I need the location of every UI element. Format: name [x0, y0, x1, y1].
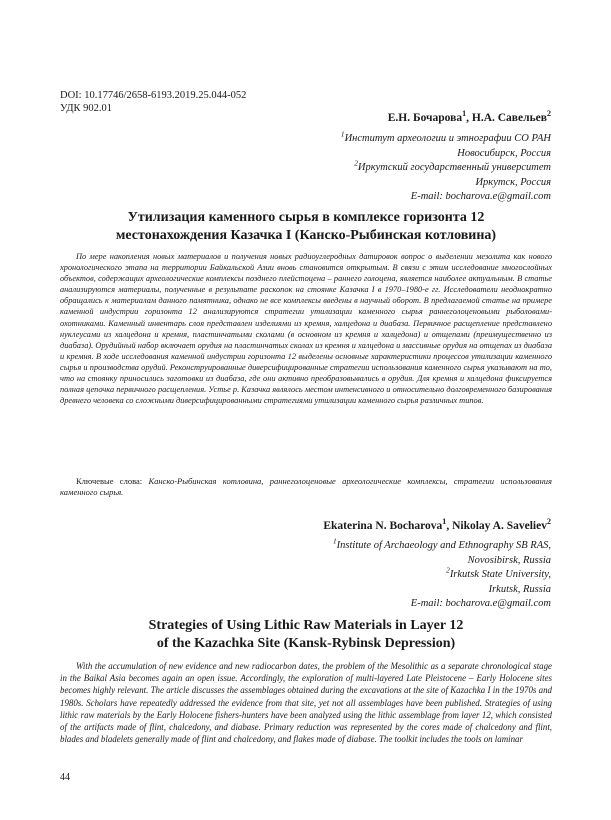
en-title	[60, 617, 552, 653]
ru-affiliations	[221, 129, 551, 205]
en-title-line-2: of the Kazachka Site (Kansk-Rybinsk Depression)	[156, 636, 456, 651]
ru-affiliation-line: $^1$Институт археологии и этнографии СО РАН	[340, 129, 551, 144]
page-number: 44	[60, 772, 70, 783]
keywords-text: Канско-Рыбинская котловина, раннеголоценовые археологические комплексы, стратегии использования каменного сырья.	[60, 476, 552, 498]
udk-line: УДК 902.01	[60, 103, 113, 114]
ru-title-line-2: местонахождения Казачка I (Канско-Рыбинская котловина)	[115, 228, 497, 243]
en-affiliation-line: Novosibirsk, Russia	[467, 554, 551, 566]
en-author-2: Nikolay A. Saveliev	[452, 520, 547, 532]
ru-title-line-1: Утилизация каменного сырья в комплексе горизонта 12	[127, 210, 485, 225]
en-abstract: With the accumulation of new evidence and new radiocarbon dates, the problem of the Mesolithic as a separate chronological stage in the Baikal Asia becomes again an open issue. Accordingly, the exploration of multi-layered Late Pleistocene – Early Holocene sites becomes highly relevant. The article discusses the assemblages obtained during the excavations at the site of Kazachka I in the 1970s and 1980s. Scholars have repeatedly addressed the evidence from that site, yet not all assemblages have been published. Strategies of using lithic raw materials by the Early Holocene fishers-hunters have been analyzed using the lithic assemblage from layer 12, which consisted of the artifacts made of flint, chalcedony, and diabase. Primary reduction was represented by the cores made of chalcedony and flint, blades and bladelets generally made of flint and chalcedony, and flakes made of diabase. The toolkit includes the tools on laminar	[60, 661, 552, 745]
ru-title	[60, 209, 552, 245]
ru-author-2-sup: 2	[546, 109, 551, 119]
en-author-1: Ekaterina N. Bocharova	[323, 520, 443, 532]
ru-email: E-mail: bocharova.e@gmail.com	[410, 191, 551, 202]
doi-line: DOI: 10.17746/2658-6193.2019.25.044-052	[60, 90, 247, 101]
ru-affiliation-line: Новосибирск, Россия	[457, 147, 551, 159]
en-email: E-mail: bocharova.e@gmail.com	[410, 598, 551, 609]
en-affiliation-line: $^1$Institute of Archaeology and Ethnography SB RAS,	[332, 536, 551, 551]
en-affiliations	[221, 536, 551, 612]
ru-abstract: По мере накопления новых материалов и получения новых радиоуглеродных датировок вопрос о выделении мезолита как нового хронологического этапа на территории Байкальской Азии вновь становится открытым. В связи с этим исследование многослойных объектов, содержащих археологические комплексы позднего плейстоцена – раннего голоцена, является наиболее актуальным. В статье анализируются материалы, полученные в результате раскопок на стоянке Казачка I в 1970–1980-е гг. Исследователи неоднократно обращались к материалам данного памятника, однако не все комплексы введены в научный оборот. В предлагаемой статье на примере каменной индустрии горизонта 12 анализируются стратегии утилизации каменного сырья раннеголоценовыми рыболовами-охотниками. Каменный инвентарь слоя представлен изделиями из кремня, халцедона и диабаза. Первичное расщепление представлено нуклеусами из халцедона и кремня, пластинчатыми сколами (в основном из кремня и халцедона) и отщепами (преимущественно из диабаза). Орудийный набор включает орудия на пластинчатых сколах из кремня и халцедона и массивные орудия на отщепах из диабаза и кремня. В ходе исследования каменной индустрии горизонта 12 выделены основные характеристики процессов утилизации каменного сырья и производства орудий. Реконструированные диверсифицированные стратегии использования каменного сырья указывают на то, что на стоянку приносились заготовки из диабаза, где они активно преобразовывались в орудия. Для кремня и халцедона фиксируется полная цепочка первичного расщепления. Устье р. Казачка являлось местом интенсивного и относительно долговременного базирования древнего человека со сложными диверсифицированными стратегиями утилизации каменного сырья различных типов.	[60, 252, 552, 406]
en-author-1-sup: 1	[442, 517, 447, 527]
en-affiliation-line: $^2$Irkutsk State University,	[446, 565, 551, 580]
ru-author-2: Н.А. Савельев	[471, 112, 547, 124]
en-title-line-1: Strategies of Using Lithic Raw Materials in Layer 12	[148, 618, 464, 633]
en-author-2-sup: 2	[546, 517, 551, 527]
ru-author-1: Е.Н. Бочарова	[387, 112, 463, 124]
ru-author-1-sup: 1	[462, 109, 467, 119]
ru-authors-separator: ,	[466, 112, 472, 124]
ru-affiliation-line: $^2$Иркутский государственный университет	[354, 158, 551, 173]
en-authors	[323, 517, 551, 532]
ru-affiliation-line: Иркутск, Россия	[475, 176, 551, 188]
en-affiliation-line: Irkutsk, Russia	[488, 583, 551, 595]
ru-keywords	[60, 476, 552, 499]
keywords-label: Ключевые слова:	[76, 476, 143, 486]
en-authors-separator: ,	[446, 520, 453, 532]
ru-authors	[387, 109, 551, 124]
